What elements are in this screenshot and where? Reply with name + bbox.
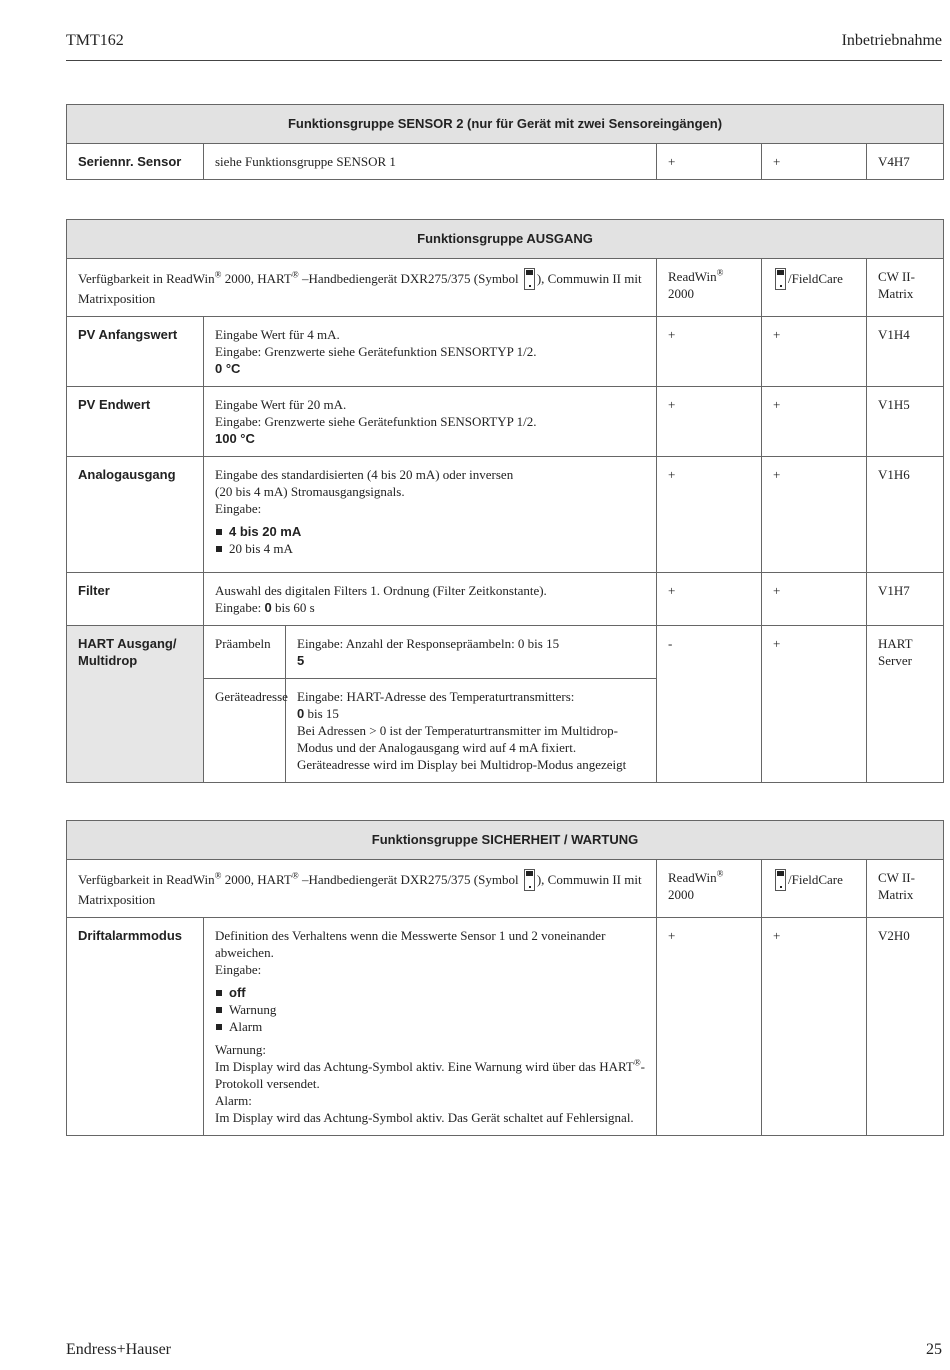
handheld-device-icon (524, 268, 535, 290)
readwin-availability: + (657, 317, 762, 387)
table-row (67, 387, 944, 457)
function-name: Driftalarmmodus (67, 918, 204, 1136)
function-description: Eingabe des standardisierten (4 bis 20 mA) oder inversen (20 bis 4 mA) Stromausgangsignals. Eingabe: 4 bis 20 mA 20 bis 4 mA (204, 457, 657, 573)
readwin-column-header: ReadWin® 2000 (657, 860, 762, 918)
table-row (67, 626, 944, 679)
availability-row (67, 259, 944, 317)
handheld-device-icon (775, 869, 786, 891)
sensor2-table (66, 104, 944, 180)
matrix-position: V1H5 (867, 387, 944, 457)
function-description: Eingabe: HART-Adresse des Temperaturtransmitters: 0 bis 15 Bei Adressen > 0 ist der Temperaturtransmitter im Multidrop-Modus und der Analogausgang wird auf 4 mA fixiert. Geräteadresse wird im Display bei Multidrop-Modus angezeigt (286, 679, 657, 783)
list-item: 20 bis 4 mA (215, 540, 645, 557)
function-name: Seriennr. Sensor (67, 144, 204, 180)
table-row (67, 457, 944, 573)
matrix-position: V1H6 (867, 457, 944, 573)
option-list (215, 523, 645, 557)
option-list (215, 984, 645, 1035)
matrix-position: V2H0 (867, 918, 944, 1136)
document-title: TMT162 (66, 32, 124, 49)
list-item: off (215, 984, 645, 1001)
readwin-availability: + (657, 573, 762, 626)
fieldcare-column-header: /FieldCare (762, 860, 867, 918)
fieldcare-availability: + (762, 918, 867, 1136)
function-name: Filter (67, 573, 204, 626)
fieldcare-availability: + (762, 317, 867, 387)
footer-company: Endress+Hauser (66, 1341, 171, 1358)
sicherheit-table (66, 820, 944, 1136)
table-row (67, 317, 944, 387)
fieldcare-column-header: /FieldCare (762, 259, 867, 317)
default-value: 5 (297, 653, 305, 668)
readwin-availability: + (657, 457, 762, 573)
sub-function-label: Präambeln (204, 626, 286, 679)
matrix-position: HART Server (867, 626, 944, 783)
fieldcare-availability: + (762, 573, 867, 626)
handheld-device-icon (524, 869, 535, 891)
function-description: Eingabe Wert für 20 mA. Eingabe: Grenzwerte siehe Gerätefunktion SENSORTYP 1/2. 100 °C (204, 387, 657, 457)
function-description: siehe Funktionsgruppe SENSOR 1 (204, 144, 657, 180)
availability-text: Verfügbarkeit in ReadWin® 2000, HART® –Handbediengerät DXR275/375 (Symbol ), Commuwin II mit Matrixposition (67, 259, 657, 317)
default-value: 0 °C (215, 361, 241, 376)
fieldcare-availability: + (762, 144, 867, 180)
sicherheit-title: Funktionsgruppe SICHERHEIT / WARTUNG (67, 821, 944, 860)
matrix-position: V4H7 (867, 144, 944, 180)
readwin-availability: + (657, 144, 762, 180)
function-name: PV Anfangswert (67, 317, 204, 387)
table-row (67, 573, 944, 626)
function-description: Eingabe Wert für 4 mA. Eingabe: Grenzwerte siehe Gerätefunktion SENSORTYP 1/2. 0 °C (204, 317, 657, 387)
matrix-position: V1H4 (867, 317, 944, 387)
matrix-column-header: CW II-Matrix (867, 860, 944, 918)
function-description: Auswahl des digitalen Filters 1. Ordnung (Filter Zeitkonstante). Eingabe: 0 bis 60 s (204, 573, 657, 626)
readwin-column-header: ReadWin® 2000 (657, 259, 762, 317)
availability-text: Verfügbarkeit in ReadWin® 2000, HART® –Handbediengerät DXR275/375 (Symbol ), Commuwin II mit Matrixposition (67, 860, 657, 918)
function-name: Analogausgang (67, 457, 204, 573)
handheld-device-icon (775, 268, 786, 290)
matrix-column-header: CW II-Matrix (867, 259, 944, 317)
matrix-position: V1H7 (867, 573, 944, 626)
fieldcare-availability: + (762, 387, 867, 457)
function-description: Eingabe: Anzahl der Responsepräambeln: 0 bis 15 5 (286, 626, 657, 679)
list-item: 4 bis 20 mA (215, 523, 645, 540)
page-header (66, 32, 942, 61)
readwin-availability: - (657, 626, 762, 783)
default-value: 100 °C (215, 431, 255, 446)
fieldcare-availability: + (762, 457, 867, 573)
readwin-availability: + (657, 387, 762, 457)
sensor2-title: Funktionsgruppe SENSOR 2 (nur für Gerät mit zwei Sensoreingängen) (67, 105, 944, 144)
availability-row (67, 860, 944, 918)
ausgang-title: Funktionsgruppe AUSGANG (67, 220, 944, 259)
fieldcare-availability: + (762, 626, 867, 783)
section-title: Inbetriebnahme (841, 32, 942, 49)
ausgang-table (66, 219, 944, 783)
table-row (67, 918, 944, 1136)
page-number: 25 (926, 1341, 942, 1358)
sub-function-label: Geräteadresse (204, 679, 286, 783)
function-name: HART Ausgang/ Multidrop (67, 626, 204, 783)
readwin-availability: + (657, 918, 762, 1136)
function-description: Definition des Verhaltens wenn die Messwerte Sensor 1 und 2 voneinander abweichen. Eingabe: off Warnung Alarm Warnung: Im Display wird das Achtung-Symbol aktiv. Eine Warnung wird über das HART®-Protokoll versendet. Alarm: Im Display wird das Achtung-Symbol aktiv. Das Gerät schaltet auf Fehlersignal. (204, 918, 657, 1136)
list-item: Alarm (215, 1018, 645, 1035)
function-name: PV Endwert (67, 387, 204, 457)
table-row (67, 144, 944, 180)
list-item: Warnung (215, 1001, 645, 1018)
